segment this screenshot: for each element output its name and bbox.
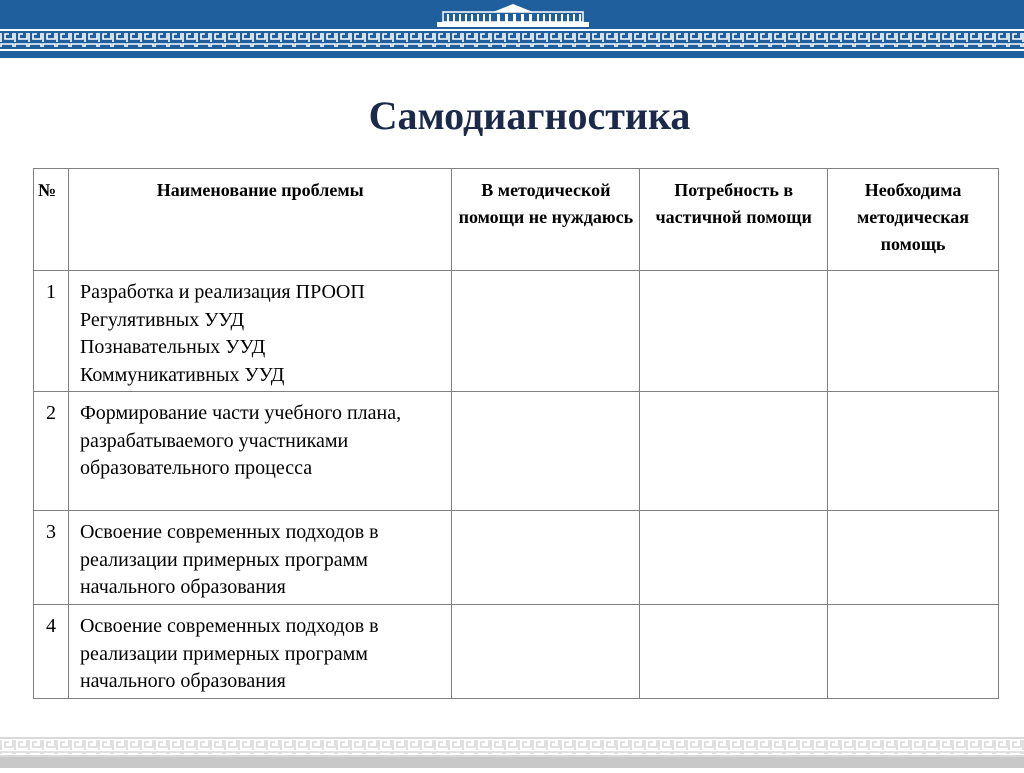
cell-partial-help[interactable] xyxy=(640,271,828,392)
table-header-row xyxy=(34,169,999,271)
cell-no-help[interactable] xyxy=(452,605,640,699)
row-number: 4 xyxy=(34,605,69,699)
cell-no-help[interactable] xyxy=(452,392,640,511)
header-no-help-needed: В методической помощи не нуждаюсь xyxy=(452,169,640,271)
cell-help-needed[interactable] xyxy=(828,605,999,699)
row-number: 2 xyxy=(34,392,69,511)
cell-partial-help[interactable] xyxy=(640,392,828,511)
self-diagnostics-table xyxy=(33,168,999,699)
cell-no-help[interactable] xyxy=(452,511,640,605)
table-row xyxy=(34,392,999,511)
table-row xyxy=(34,271,999,392)
row-problem: Формирование части учебного плана, разрабатываемого участниками образовательного процесса xyxy=(68,392,452,511)
cell-partial-help[interactable] xyxy=(640,511,828,605)
table-row xyxy=(34,605,999,699)
greek-key-border-top xyxy=(0,29,1024,51)
header-partial-help: Потребность в частичной помощи xyxy=(640,169,828,271)
row-number: 3 xyxy=(34,511,69,605)
greek-key-border-bottom xyxy=(0,737,1024,768)
slide-title: Самодиагностика xyxy=(368,93,691,138)
header-help-needed: Необходима методическая помощь xyxy=(828,169,999,271)
cell-no-help[interactable] xyxy=(452,271,640,392)
row-problem: Разработка и реализация ПРООП Регулятивных УУД Познавательных УУД Коммуникативных УУД xyxy=(68,271,452,392)
greek-key-pattern-icon xyxy=(0,737,1024,768)
building-logo-icon xyxy=(437,2,589,28)
table-row xyxy=(34,511,999,605)
row-problem: Освоение современных подходов в реализации примерных программ начального образования xyxy=(68,511,452,605)
row-number: 1 xyxy=(34,271,69,392)
header-problem-name: Наименование проблемы xyxy=(68,169,452,271)
cell-help-needed[interactable] xyxy=(828,271,999,392)
header-num: № xyxy=(34,169,69,271)
cell-help-needed[interactable] xyxy=(828,392,999,511)
top-banner xyxy=(0,0,1024,58)
cell-partial-help[interactable] xyxy=(640,605,828,699)
cell-help-needed[interactable] xyxy=(828,511,999,605)
row-problem: Освоение современных подходов в реализации примерных программ начального образования xyxy=(68,605,452,699)
